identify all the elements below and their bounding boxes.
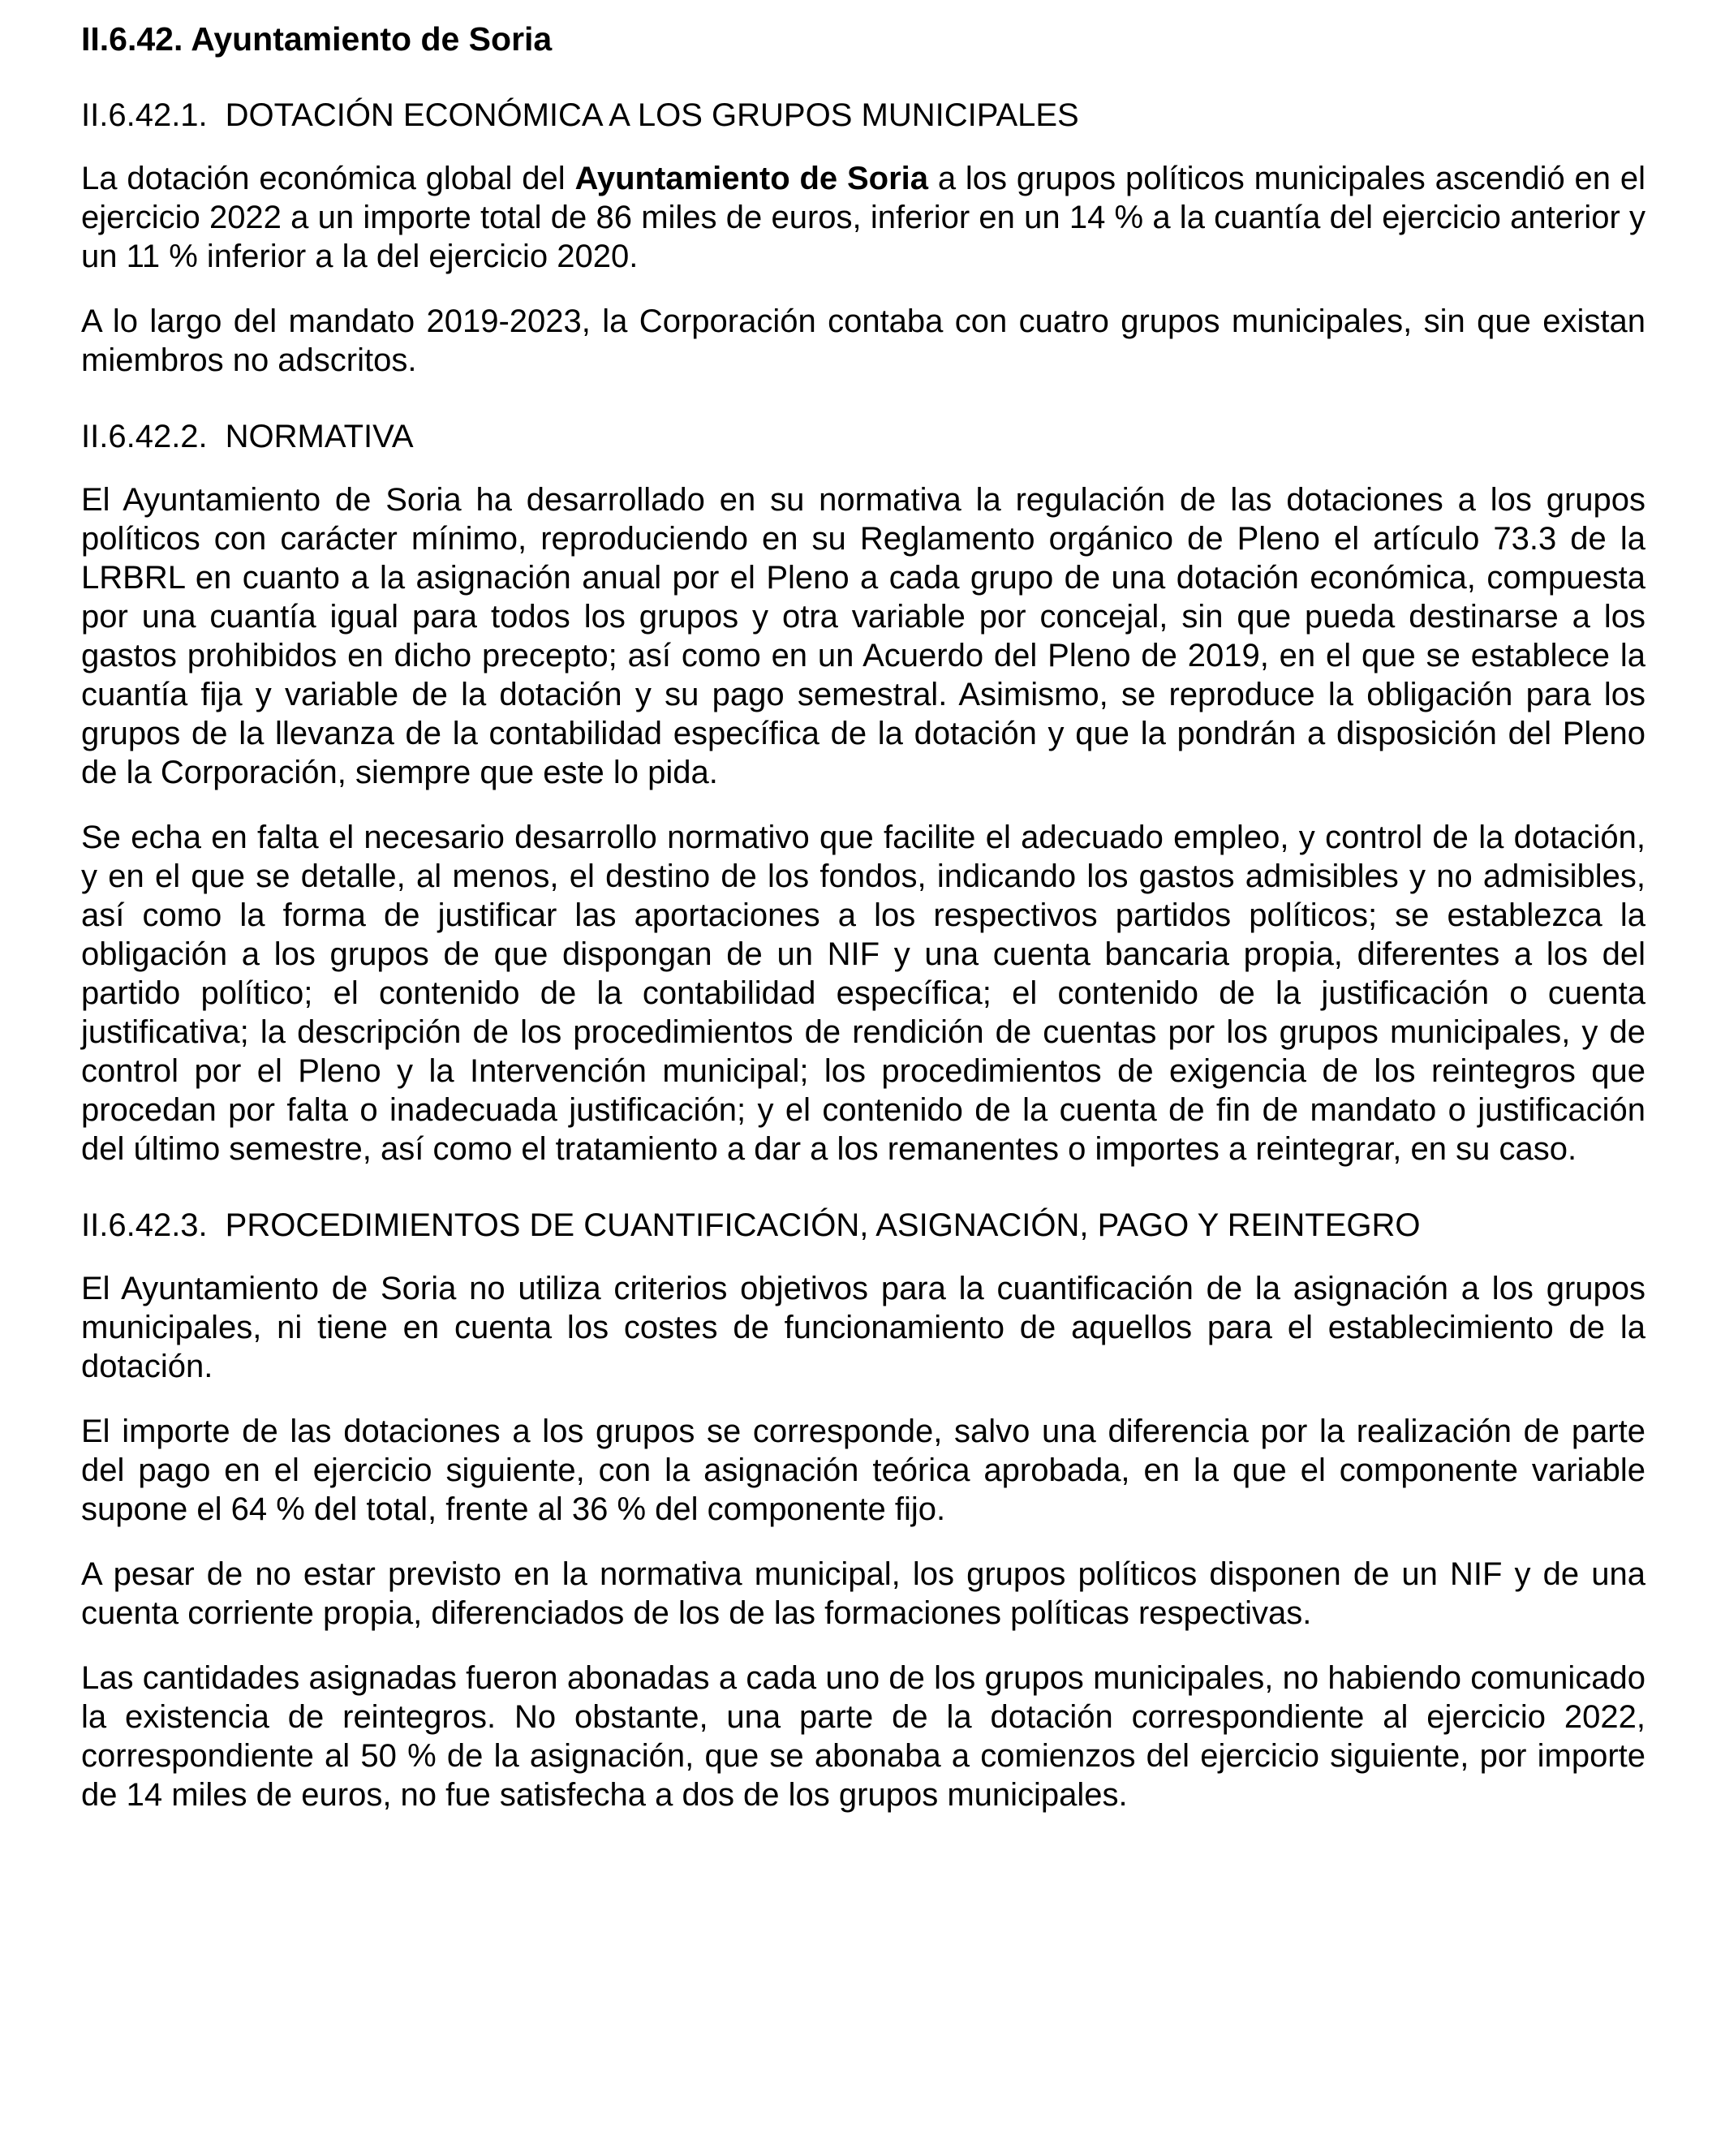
section-normativa xyxy=(81,417,1645,1168)
document-title: II.6.42. Ayuntamiento de Soria xyxy=(81,20,553,58)
paragraph: A lo largo del mandato 2019-2023, la Corporación contaba con cuatro grupos municipales, sin que existan miembros no adscritos. xyxy=(81,303,1645,378)
section-heading-procedimientos xyxy=(81,1206,1645,1245)
section-number: II.6.42.2. xyxy=(81,419,208,454)
paragraph-text: a los grupos políticos municipales ascendió en el ejercicio 2022 a un importe total de 86 miles de euros, inferior en un 14 % a la cuantía del ejercicio anterior y un 11 % inferior a la del ejercicio 2020. xyxy=(81,161,1646,274)
section-title: DOTACIÓN ECONÓMICA A LOS GRUPOS MUNICIPALES xyxy=(225,97,1079,133)
section-heading-normativa xyxy=(81,417,1645,456)
section-heading-dotacion xyxy=(81,96,1645,135)
paragraph: El importe de las dotaciones a los grupos se corresponde, salvo una diferencia por la realización de parte del pago en el ejercicio siguiente, con la asignación teórica aprobada, en la que el componente variable supone el 64 % del total, frente al 36 % del componente fijo. xyxy=(81,1414,1645,1527)
paragraph-bold-text: Ayuntamiento de Soria xyxy=(574,161,929,196)
paragraph: El Ayuntamiento de Soria no utiliza criterios objetivos para la cuantificación de la asignación a los grupos municipales, ni tiene en cuenta los costes de funcionamiento de aquellos para el establecimiento de la dotación. xyxy=(81,1271,1645,1384)
paragraph: A pesar de no estar previsto en la normativa municipal, los grupos políticos disponen de un NIF y de una cuenta corriente propia, diferenciados de los de las formaciones políticas respectivas. xyxy=(81,1556,1645,1631)
section-procedimientos xyxy=(81,1206,1645,1814)
section-title: NORMATIVA xyxy=(225,419,414,454)
section-number: II.6.42.1. xyxy=(81,97,208,133)
section-number: II.6.42.3. xyxy=(81,1207,208,1243)
paragraph: Se echa en falta el necesario desarrollo normativo que facilite el adecuado empleo, y control de la dotación, y en el que se detalle, al menos, el destino de los fondos, indicando los gastos admisibles y no admisibles, así como la forma de justificar las aportaciones a los respectivos partidos políticos; se establezca la obligación a los grupos de que dispongan de un NIF y una cuenta bancaria propia, diferentes a los del partido político; el contenido de la contabilidad específica; el contenido de la justificación o cuenta justificativa; la descripción de los procedimientos de rendición de cuentas por los grupos municipales, y de control por el Pleno y la Intervención municipal; los procedimientos de exigencia de los reintegros que procedan por falta o inadecuada justificación; y el contenido de la cuenta de fin de mandato o justificación del último semestre, así como el tratamiento a dar a los remanentes o importes a reintegrar, en su caso. xyxy=(81,820,1645,1167)
paragraph: Las cantidades asignadas fueron abonadas a cada uno de los grupos municipales, no habiendo comunicado la existencia de reintegros. No obstante, una parte de la dotación correspondiente al ejercicio 2022, correspondiente al 50 % de la asignación, que se abonaba a comienzos del ejercicio siguiente, por importe de 14 miles de euros, no fue satisfecha a dos de los grupos municipales. xyxy=(81,1660,1645,1813)
paragraph: El Ayuntamiento de Soria ha desarrollado en su normativa la regulación de las dotaciones a los grupos políticos con carácter mínimo, reproduciendo en su Reglamento orgánico de Pleno el artículo 73.3 de la LRBRL en cuanto a la asignación anual por el Pleno a cada grupo de una dotación económica, compuesta por una cuantía igual para todos los grupos y otra variable por concejal, sin que pueda destinarse a los gastos prohibidos en dicho precepto; así como en un Acuerdo del Pleno de 2019, en el que se establece la cuantía fija y variable de la dotación y su pago semestral. Asimismo, se reproduce la obligación para los grupos de la llevanza de la contabilidad específica de la dotación y que la pondrán a disposición del Pleno de la Corporación, siempre que este lo pida. xyxy=(81,482,1645,790)
paragraph xyxy=(81,159,1645,276)
section-dotacion-economica xyxy=(81,96,1645,380)
paragraph-text: La dotación económica global del xyxy=(81,161,575,196)
section-title: PROCEDIMIENTOS DE CUANTIFICACIÓN, ASIGNACIÓN, PAGO Y REINTEGRO xyxy=(225,1207,1421,1243)
